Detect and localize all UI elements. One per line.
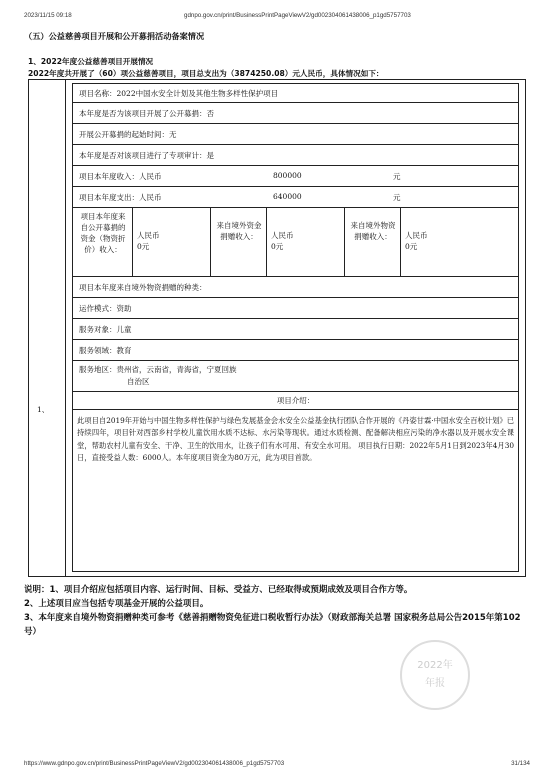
notes (24, 583, 522, 639)
row-field: 服务领域：教育 (73, 340, 518, 361)
project-detail-table (72, 83, 519, 572)
index-column (29, 80, 66, 576)
print-url: gdnpo.gov.cn/print/BusinessPrintPageViewV2/gd002304061438006_p1gd5757703 (184, 12, 411, 19)
cell-foreign-fund-value: 人民币 0元 (267, 208, 345, 276)
cell-foreign-fund-label: 来自境外资金捐赠收入： (211, 208, 267, 276)
row-operation: 运作模式：资助 (73, 298, 518, 319)
annual-report-stamp: 2022年 年报 (400, 640, 470, 710)
project-table (28, 79, 526, 577)
row-expense: 项目本年度支出：人民币 640000 元 (73, 187, 518, 208)
note-1: 说明：1、项目介绍应包括项目内容、运行时间、目标、受益方、已经取得或预期成效及项目合作方等。 (24, 585, 413, 595)
cell-foreign-goods-value: 人民币 0元 (405, 231, 428, 251)
row-start-time: 开展公开募捐的起始时间：无 (73, 124, 518, 145)
note-2: 2、上述项目应当包括专项基金开展的公益项目。 (24, 599, 209, 609)
summary-line: 2022年度共开展了（60）项公益慈善项目，项目总支出为（3874250.08）元人民币，具体情况如下： (28, 69, 384, 78)
sub-title: 1、2022年度公益慈善项目开展情况 (28, 57, 154, 66)
row-intro-label: 项目介绍： (73, 392, 518, 410)
row-project-name: 项目名称：2022中国水安全计划及其他生物多样性保护项目 (73, 84, 518, 103)
project-intro: 此项目自2019年开始与中国生物多样性保护与绿色发展基金会水安全公益基金执行团队合作开展的《丹姿甘霖·中国水安全百校计划》已持续四年，项目针对西部乡村学校儿童饮用水质不达标、水污染等现状。通过水质检测、配备解决相应污染的净水器以及开展水安全课堂，帮助农村儿童有安全、干净、卫生的饮用水，让孩子们有水可用、有安全水可用。 项目执行日期：2022年5月1日到2023年4月30日，直接受益人数：6000人。本年度项目资金为80万元，此为项目首款。 (77, 416, 514, 463)
page-number: 31/134 (511, 760, 530, 767)
row-fund-sources (73, 208, 518, 277)
row-goods-type: 项目本年度来自境外物资捐赠的种类： (73, 277, 518, 298)
cell-public-fund-label: 项目本年度来自公开募捐的资金（物资折价）收入： (73, 208, 133, 276)
note-3: 3、本年度来自境外物资捐赠种类可参考《慈善捐赠物资免征进口税收暂行办法》（财政部海关总署 国家税务总局公告2015年第102号） (24, 613, 521, 637)
row-audit: 本年度是否对该项目进行了专项审计：是 (73, 145, 518, 166)
section-title: （五）公益慈善项目开展和公开募捐活动备案情况 (24, 31, 205, 41)
row-index: 1、 (37, 405, 50, 414)
footer-url: https://www.gdnpo.gov.cn/print/BusinessPrintPageViewV2/gd002304061438006_p1gd5757703 (24, 760, 285, 767)
cell-public-fund-value: 人民币 0元 (133, 208, 211, 276)
row-income: 项目本年度收入：人民币 800000 元 (73, 166, 518, 187)
cell-foreign-goods-label: 来自境外物资捐赠收入： (345, 208, 401, 276)
row-target: 服务对象：儿童 (73, 319, 518, 340)
row-region: 服务地区：贵州省，云南省，青海省，宁夏回族 自治区 (73, 361, 518, 392)
row-public-fundraising: 本年度是否为该项目开展了公开募捐：否 (73, 103, 518, 124)
print-datetime: 2023/11/15 09:18 (24, 12, 72, 19)
